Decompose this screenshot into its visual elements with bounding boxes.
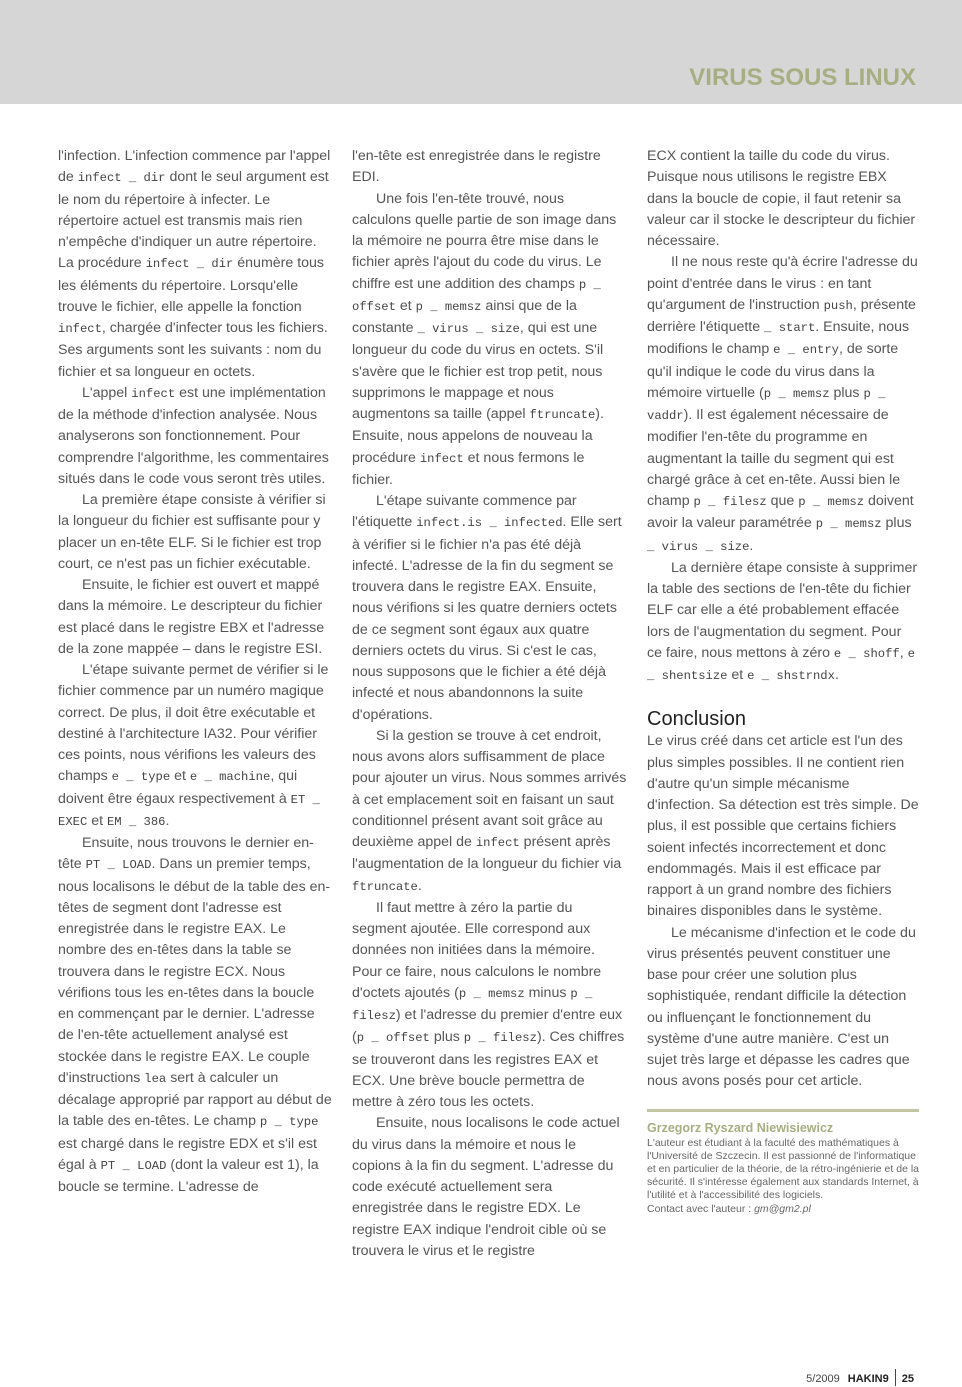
inline-code: p _ filesz [352, 986, 593, 1023]
inline-code: p _ memsz [458, 986, 525, 1001]
inline-code: p _ memsz [415, 299, 482, 314]
paragraph: L'étape suivante commence par l'étiquette infect.is _ infected. Elle sert à vérifier si le fichier n'a pas été déjà infecté. L'adresse de la fin du segment se trouvera dans le registre EAX. Ensuite, nous vérifions si les quatre derniers octets de ce segment sont égaux aux quatre derniers octets du virus. Si c'est le cas, nous supposons que le fichier a été déjà infecté et nous abandonnons la suite d'opérations. [352, 493, 622, 723]
inline-code: PT _ LOAD [85, 858, 152, 873]
page-footer [806, 1369, 914, 1386]
inline-code: ftruncate [529, 408, 596, 422]
paragraph: La dernière étape consiste à supprimer la table des sections de l'en-tête du fichier ELF car elle a été probablement effacée lors de l'augmentation du segment. Pour ce faire, nous mettons à zéro e _ shoff, e _ shentsize et e _ shstrndx. [647, 559, 918, 683]
inline-code: p _ filesz [463, 1031, 537, 1046]
inline-code: infect _ dir [145, 257, 234, 272]
inline-code: lea [144, 1071, 167, 1086]
paragraph: Si la gestion se trouve à cet endroit, nous avons alors suffisamment de place pour ajouter un virus. Nous sommes arrivés à cet emplacement soit en faisant un saut conditionnel présent avant soit grâce au deuxième appel de infect présent après l'augmentation de la longueur du fichier via ftruncate. [352, 727, 627, 894]
section-title: VIRUS SOUS LINUX [689, 64, 916, 91]
inline-code: p _ offset [356, 1031, 430, 1046]
paragraph: l'infection. L'infection commence par l'appel de infect _ dir dont le seul argument est le nom du répertoire à infecter. Le répertoire actuel est transmis mais rien n'empêche d'indiquer un autre répertoire. La procédure infect _ dir énumère tous les éléments du répertoire. Lorsqu'elle trouve le fichier, elle appelle la fonction infect, chargée d'infecter tous les fichiers. Ses arguments sont les suivants : nom du fichier et sa longueur en octets. [58, 148, 331, 380]
inline-code: _ start [764, 321, 816, 335]
paragraph: L'étape suivante permet de vérifier si le fichier commence par un numéro magique correct. De plus, il doit être exécutable et destiné à l'architecture IA32. Pour vérifier ces points, nous vérifions les valeurs des champs e _ type et e _ machine, qui doivent être égaux respectivement à ET _ EXEC et EM _ 386. [58, 662, 329, 829]
inline-code: e _ shstrndx [747, 669, 835, 683]
paragraph: Il faut mettre à zéro la partie du segment ajoutée. Elle correspond aux données non initiées dans la mémoire. Pour ce faire, nous calculons le nombre d'octets ajoutés (p _ memsz minus p _ filesz) et l'adresse du premier d'entre eux (p _ offset plus p _ filesz). Ces chiffres se trouveront dans les registres EAX et ECX. Une brève boucle permettra de mettre à zéro tous les octets. [352, 899, 625, 1110]
issue-number: 5/2009 [806, 1373, 840, 1385]
page-number: 25 [901, 1373, 914, 1385]
inline-code: infect.is _ infected [416, 516, 563, 531]
author-email-link[interactable]: gm@gm2.pl [754, 1202, 811, 1215]
inline-code: PT _ LOAD [100, 1158, 167, 1173]
inline-code: _ virus _ size [647, 539, 750, 554]
paragraph: La première étape consiste à vérifier si la longueur du fichier est suffisante pour y placer un en-tête ELF. Si le fichier est trop court, ce n'est pas un fichier exécutable. [58, 492, 326, 572]
article-column-1 [58, 146, 333, 1198]
conclusion-heading: Conclusion [647, 708, 746, 731]
inline-code: p _ memsz [763, 386, 830, 401]
paragraph: Le virus créé dans cet article est l'un des plus simples possibles. Il ne contient rien d'autre qu'un simple mécanisme d'infection. Sa détection est très simple. De plus, il est possible que certains fichiers soient infectés incorrectement et donc endommagés. Mais il est efficace par rapport à un grand nombre des fichiers binaires disponibles dans le système. [647, 733, 919, 920]
page-header-band [0, 0, 962, 104]
footer-divider [895, 1369, 896, 1386]
author-bio-text: L'auteur est étudiant à la faculté des mathématiques à l'Université de Szczecin. Il est passionné de l'informatique et en particulier de la théorie, de la rétro-ingénierie et de la sécurité. Il s'intéresse également aux standards Internet, à l'utilité et à l'accessibilité des logiciels. [647, 1136, 919, 1202]
paragraph: l'en-tête est enregistrée dans le registre EDI. [352, 148, 601, 186]
article-column-2 [352, 146, 627, 1262]
magazine-name: HAKIN9 [847, 1373, 889, 1385]
inline-code: p _ vaddr [647, 386, 886, 423]
inline-code: e _ shentsize [647, 646, 915, 683]
inline-code: infect [58, 322, 102, 336]
inline-code: e _ machine [189, 770, 271, 785]
inline-code: _ virus _ size [417, 322, 520, 336]
inline-code: e _ type [111, 770, 171, 785]
inline-code: e _ shoff [833, 646, 900, 661]
author-name: Grzegorz Ryszard Niewisiewicz [647, 1120, 834, 1135]
inline-code: infect [419, 451, 464, 466]
inline-code: ET _ EXEC [58, 792, 320, 829]
inline-code: infect [131, 386, 176, 401]
author-contact-label: Contact avec l'auteur : [647, 1202, 755, 1215]
inline-code: p _ offset [352, 277, 601, 314]
author-bio [647, 1137, 919, 1216]
inline-code: p _ memsz [798, 495, 865, 509]
paragraph: L'appel infect est une implémentation de la méthode d'infection analysée. Nous analyserons son fonctionnement. Pour comprendre l'algorithme, les commentaires situés dans le code vous seront très utiles. [58, 384, 329, 487]
inline-code: push [823, 298, 853, 313]
paragraph: Ensuite, nous trouvons le dernier en-tête PT _ LOAD. Dans un premier temps, nous localisons le début de la table des en-têtes de segment dont l'adresse est enregistrée dans le registre EAX. Le nombre des en-têtes dans la table se trouvera dans le registre ECX. Nous vérifions tous les en-têtes dans la boucle en commençant par le dernier. L'adresse de l'en-tête actuellement analysé est stockée dans le registre EAX. Le couple d'instructions lea sert à calculer un décalage approprié par rapport au début de la table des en-têtes. Le champ p _ type est chargé dans le registre EDX et s'il est égal à PT _ LOAD (dont la valeur est 1), la boucle se termine. L'adresse de [58, 835, 332, 1195]
paragraph: ECX contient la taille du code du virus. Puisque nous utilisons le registre EBX dans la boucle de copie, il faut retenir sa valeur car il stocke le descripteur du fichier nécessaire. [647, 148, 916, 249]
inline-code: infect [475, 836, 520, 850]
inline-code: ftruncate [352, 879, 418, 894]
paragraph: Ensuite, nous localisons le code actuel du virus dans la mémoire et nous le copions à la fin du segment. L'adresse du code exécuté actuellement sera enregistrée dans le registre EDX. Le registre EAX indique l'endroit cible où se trouvera le virus et le registre [352, 1115, 620, 1259]
author-box-divider [647, 1109, 919, 1112]
inline-code: EM _ 386 [106, 814, 166, 829]
paragraph: Le mécanisme d'infection et le code du virus présentés peuvent constituer une base pour créer une solution plus sophistiquée, rendant difficile la détection ou influençant le fonctionnement du système d'une autre manière. C'est un sujet très large et dépasse les cadres que nous avons posés pour cet article. [647, 924, 916, 1090]
inline-code: p _ memsz [815, 517, 882, 532]
article-column-3 [647, 146, 919, 1216]
inline-code: p _ type [259, 1115, 319, 1130]
inline-code: e _ entry [773, 343, 839, 358]
inline-code: p _ filesz [693, 495, 767, 509]
inline-code: infect _ dir [77, 171, 166, 186]
paragraph: Il ne nous reste qu'à écrire l'adresse du point d'entrée dans le virus : en tant qu'argument de l'instruction push, présente derrière l'étiquette _ start. Ensuite, nous modifions le champ e _ entry, de sorte qu'il indique le code du virus dans la mémoire virtuelle (p _ memsz plus p _ vaddr). Il est également nécessaire de modifier l'en-tête du programme en augmentant la taille du segment qui est chargé grâce à cet en-tête. Aussi bien le champ p _ filesz que p _ memsz doivent avoir la valeur paramétrée p _ memsz plus _ virus _ size. [647, 254, 918, 554]
paragraph: Une fois l'en-tête trouvé, nous calculons quelle partie de son image dans la mémoire ne pourra être mise dans le fichier après l'ajout du code du virus. Le chiffre est une addition des champs p _ offset et p _ memsz ainsi que de la constante _ virus _ size, qui est une longueur du code du virus en octets. S'il s'avère que le fichier est trop petit, nous supprimons le mappage et nous augmentons sa taille (appel ftruncate). Ensuite, nous appelons de nouveau la procédure infect et nous fermons le fichier. [352, 190, 617, 488]
paragraph: Ensuite, le fichier est ouvert et mappé dans la mémoire. Le descripteur du fichier est placé dans le registre EBX et l'adresse de la zone mappée – dans le registre ESI. [58, 577, 325, 657]
